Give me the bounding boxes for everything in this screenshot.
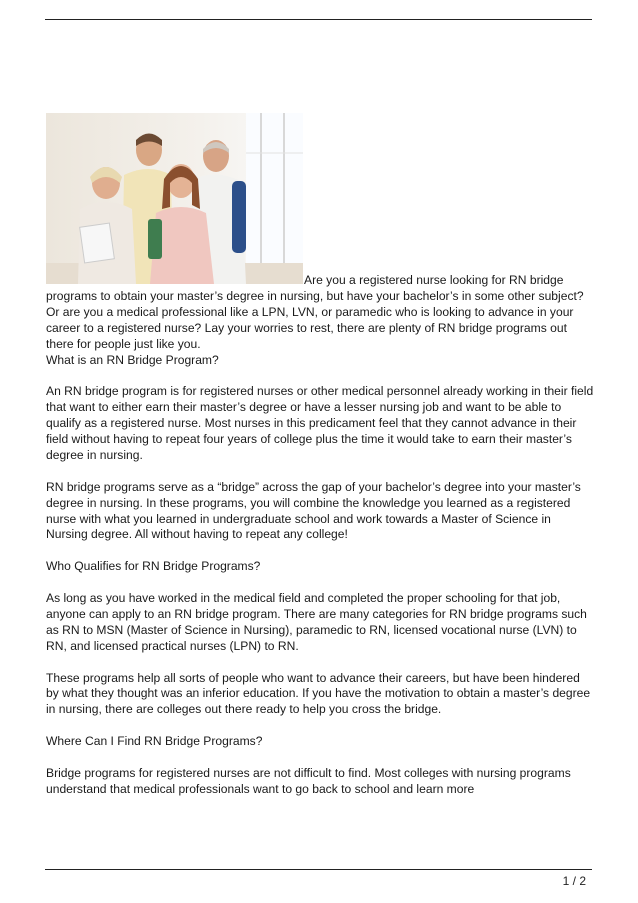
header-rule (45, 19, 592, 20)
page-number: 1 / 2 (562, 874, 586, 888)
paragraph-qualifies: As long as you have worked in the medical field and completed the proper schooling for that job, anyone can apply to an RN bridge program. There are many categories for RN bridge programs such as RN to MSN (Master of Science in Nursing), paramedic to RN, licensed vocational nurse (LVN) to RN, and licensed practical nurses (LPN) to RN. (46, 591, 587, 653)
heading-what-is: What is an RN Bridge Program? (46, 352, 219, 367)
paragraph-definition: An RN bridge program is for registered nurses or other medical personnel already working in their field that want to either earn their master’s degree or have a lesser nursing job and want to be able to qualify as a registered nurse. Most nurses in this predicament feel that they cannot advance in their field without having to repeat four years of college plus the time it would take to earn their master’s degree in nursing. (46, 384, 594, 462)
footer-rule (45, 869, 592, 870)
heading-who-qualifies: Who Qualifies for RN Bridge Programs? (46, 559, 261, 574)
paragraph-find: Bridge programs for registered nurses are not difficult to find. Most colleges with nursing programs understand that medical professionals want to go back to school and learn more (46, 765, 571, 796)
intro-paragraph: Are you a registered nurse looking for RN bridge programs to obtain your master’s degree in nursing, but have your bachelor’s in some other subject? Or are you a medical professional like a LPN, LVN, or paramedic who is looking to advance in your career to a registered nurse? Lay your worries to rest, there are plenty of RN bridge programs out there for people just like you. (46, 273, 584, 351)
paragraph-advance: These programs help all sorts of people who want to advance their careers, but have been hindered by what they thought was an inferior education. If you have the motivation to obtain a master’s degree in nursing, there are colleges out there ready to help you cross the bridge. (46, 670, 591, 717)
students-photo (46, 113, 303, 284)
paragraph-bridge: RN bridge programs serve as a “bridge” across the gap of your bachelor’s degree into your master’s degree in nursing. In these programs, you will combine the knowledge you learned as a registered nurse with what you learned in undergraduate school and work towards a Master of Science in Nursing degree. All without having to repeat any college! (46, 479, 581, 542)
heading-where-find: Where Can I Find RN Bridge Programs? (46, 734, 263, 749)
article-body (46, 113, 594, 814)
